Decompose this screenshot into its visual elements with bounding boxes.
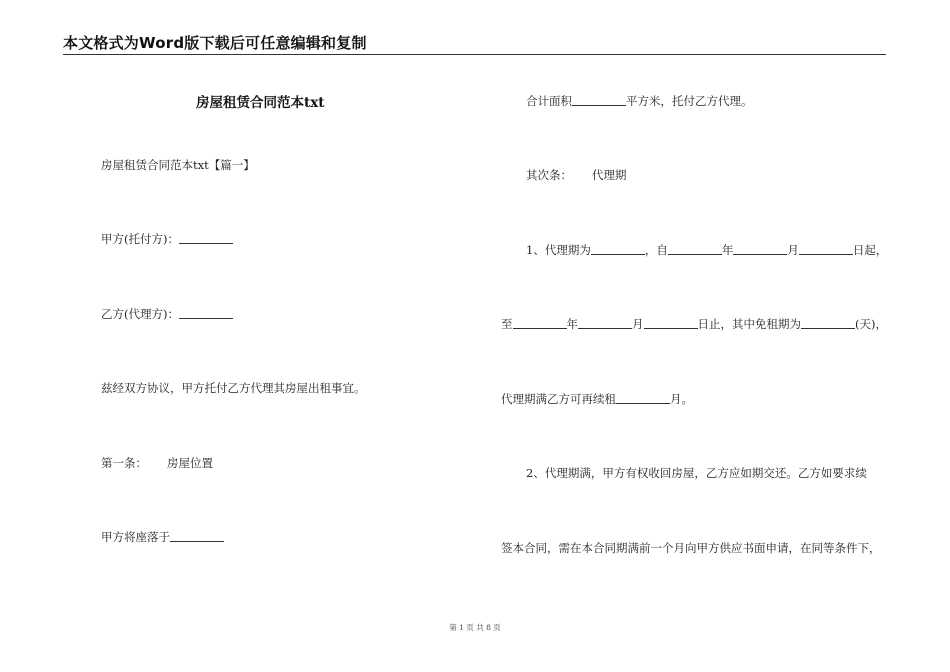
article-1-heading — [101, 455, 213, 471]
location-label: 甲方将座落于 — [101, 530, 170, 544]
location-blank[interactable] — [170, 529, 224, 542]
term-text: 月 — [632, 317, 644, 331]
clause-2-line-2: 签本合同，需在本合同期满前一个月向甲方供应书面申请，在同等条件下， — [501, 541, 881, 555]
party-a-label: 甲方(托付方)： — [101, 232, 179, 246]
term-text: 1、代理期为 — [526, 243, 591, 257]
clause-2-line-1: 2、代理期满，甲方有权收回房屋，乙方应如期交还。乙方如要求续 — [526, 466, 867, 480]
document-title: 房屋租赁合同范本txt — [196, 95, 325, 111]
party-b-label: 乙方(代理方)： — [101, 307, 179, 321]
rent-free-days-blank[interactable] — [801, 316, 855, 329]
term-text: 年 — [721, 243, 734, 257]
party-b-line — [101, 306, 233, 322]
area-blank[interactable] — [572, 93, 626, 106]
document-header: 本文格式为Word版下载后可任意编辑和复制 — [63, 34, 367, 52]
article-1-label: 第一条： — [101, 456, 147, 470]
area-line — [526, 93, 753, 109]
renewal-months-blank[interactable] — [616, 391, 670, 404]
page-number: 第 1 页 共 8 页 — [449, 623, 501, 632]
start-year-blank[interactable] — [668, 242, 722, 255]
term-length-blank[interactable] — [591, 242, 645, 255]
party-a-blank[interactable] — [179, 231, 233, 244]
header-divider — [63, 54, 886, 55]
term-text: 年 — [566, 317, 578, 331]
term-text: 至 — [501, 317, 513, 331]
term-text: 日止，其中免租期为 — [697, 317, 801, 331]
article-1-name: 房屋位置 — [167, 456, 213, 470]
article-2-heading — [526, 167, 627, 183]
start-month-blank[interactable] — [733, 242, 787, 255]
term-text: 日起， — [852, 243, 888, 257]
term-line-1 — [526, 242, 887, 258]
term-text: 月 — [787, 243, 799, 257]
article-2-label: 其次条： — [526, 168, 572, 182]
party-a-line — [101, 231, 233, 247]
location-line — [101, 529, 224, 545]
term-line-2 — [501, 316, 887, 332]
renewal-text: 代理期满乙方可再续租 — [501, 392, 616, 406]
renewal-text: 月。 — [670, 392, 693, 406]
party-b-blank[interactable] — [179, 306, 233, 319]
area-label: 合计面积 — [526, 94, 572, 108]
term-text: (天)， — [855, 317, 887, 331]
agreement-text: 兹经双方协议，甲方托付乙方代理其房屋出租事宜。 — [101, 381, 366, 395]
end-month-blank[interactable] — [578, 316, 632, 329]
article-2-name: 代理期 — [592, 168, 627, 182]
end-day-blank[interactable] — [644, 316, 698, 329]
start-day-blank[interactable] — [799, 242, 853, 255]
renewal-line — [501, 391, 693, 407]
end-year-blank[interactable] — [513, 316, 567, 329]
section-subtitle: 房屋租赁合同范本txt【篇一】 — [101, 158, 255, 172]
area-suffix: 平方米，托付乙方代理。 — [626, 94, 753, 108]
term-text: ，自 — [644, 243, 668, 257]
